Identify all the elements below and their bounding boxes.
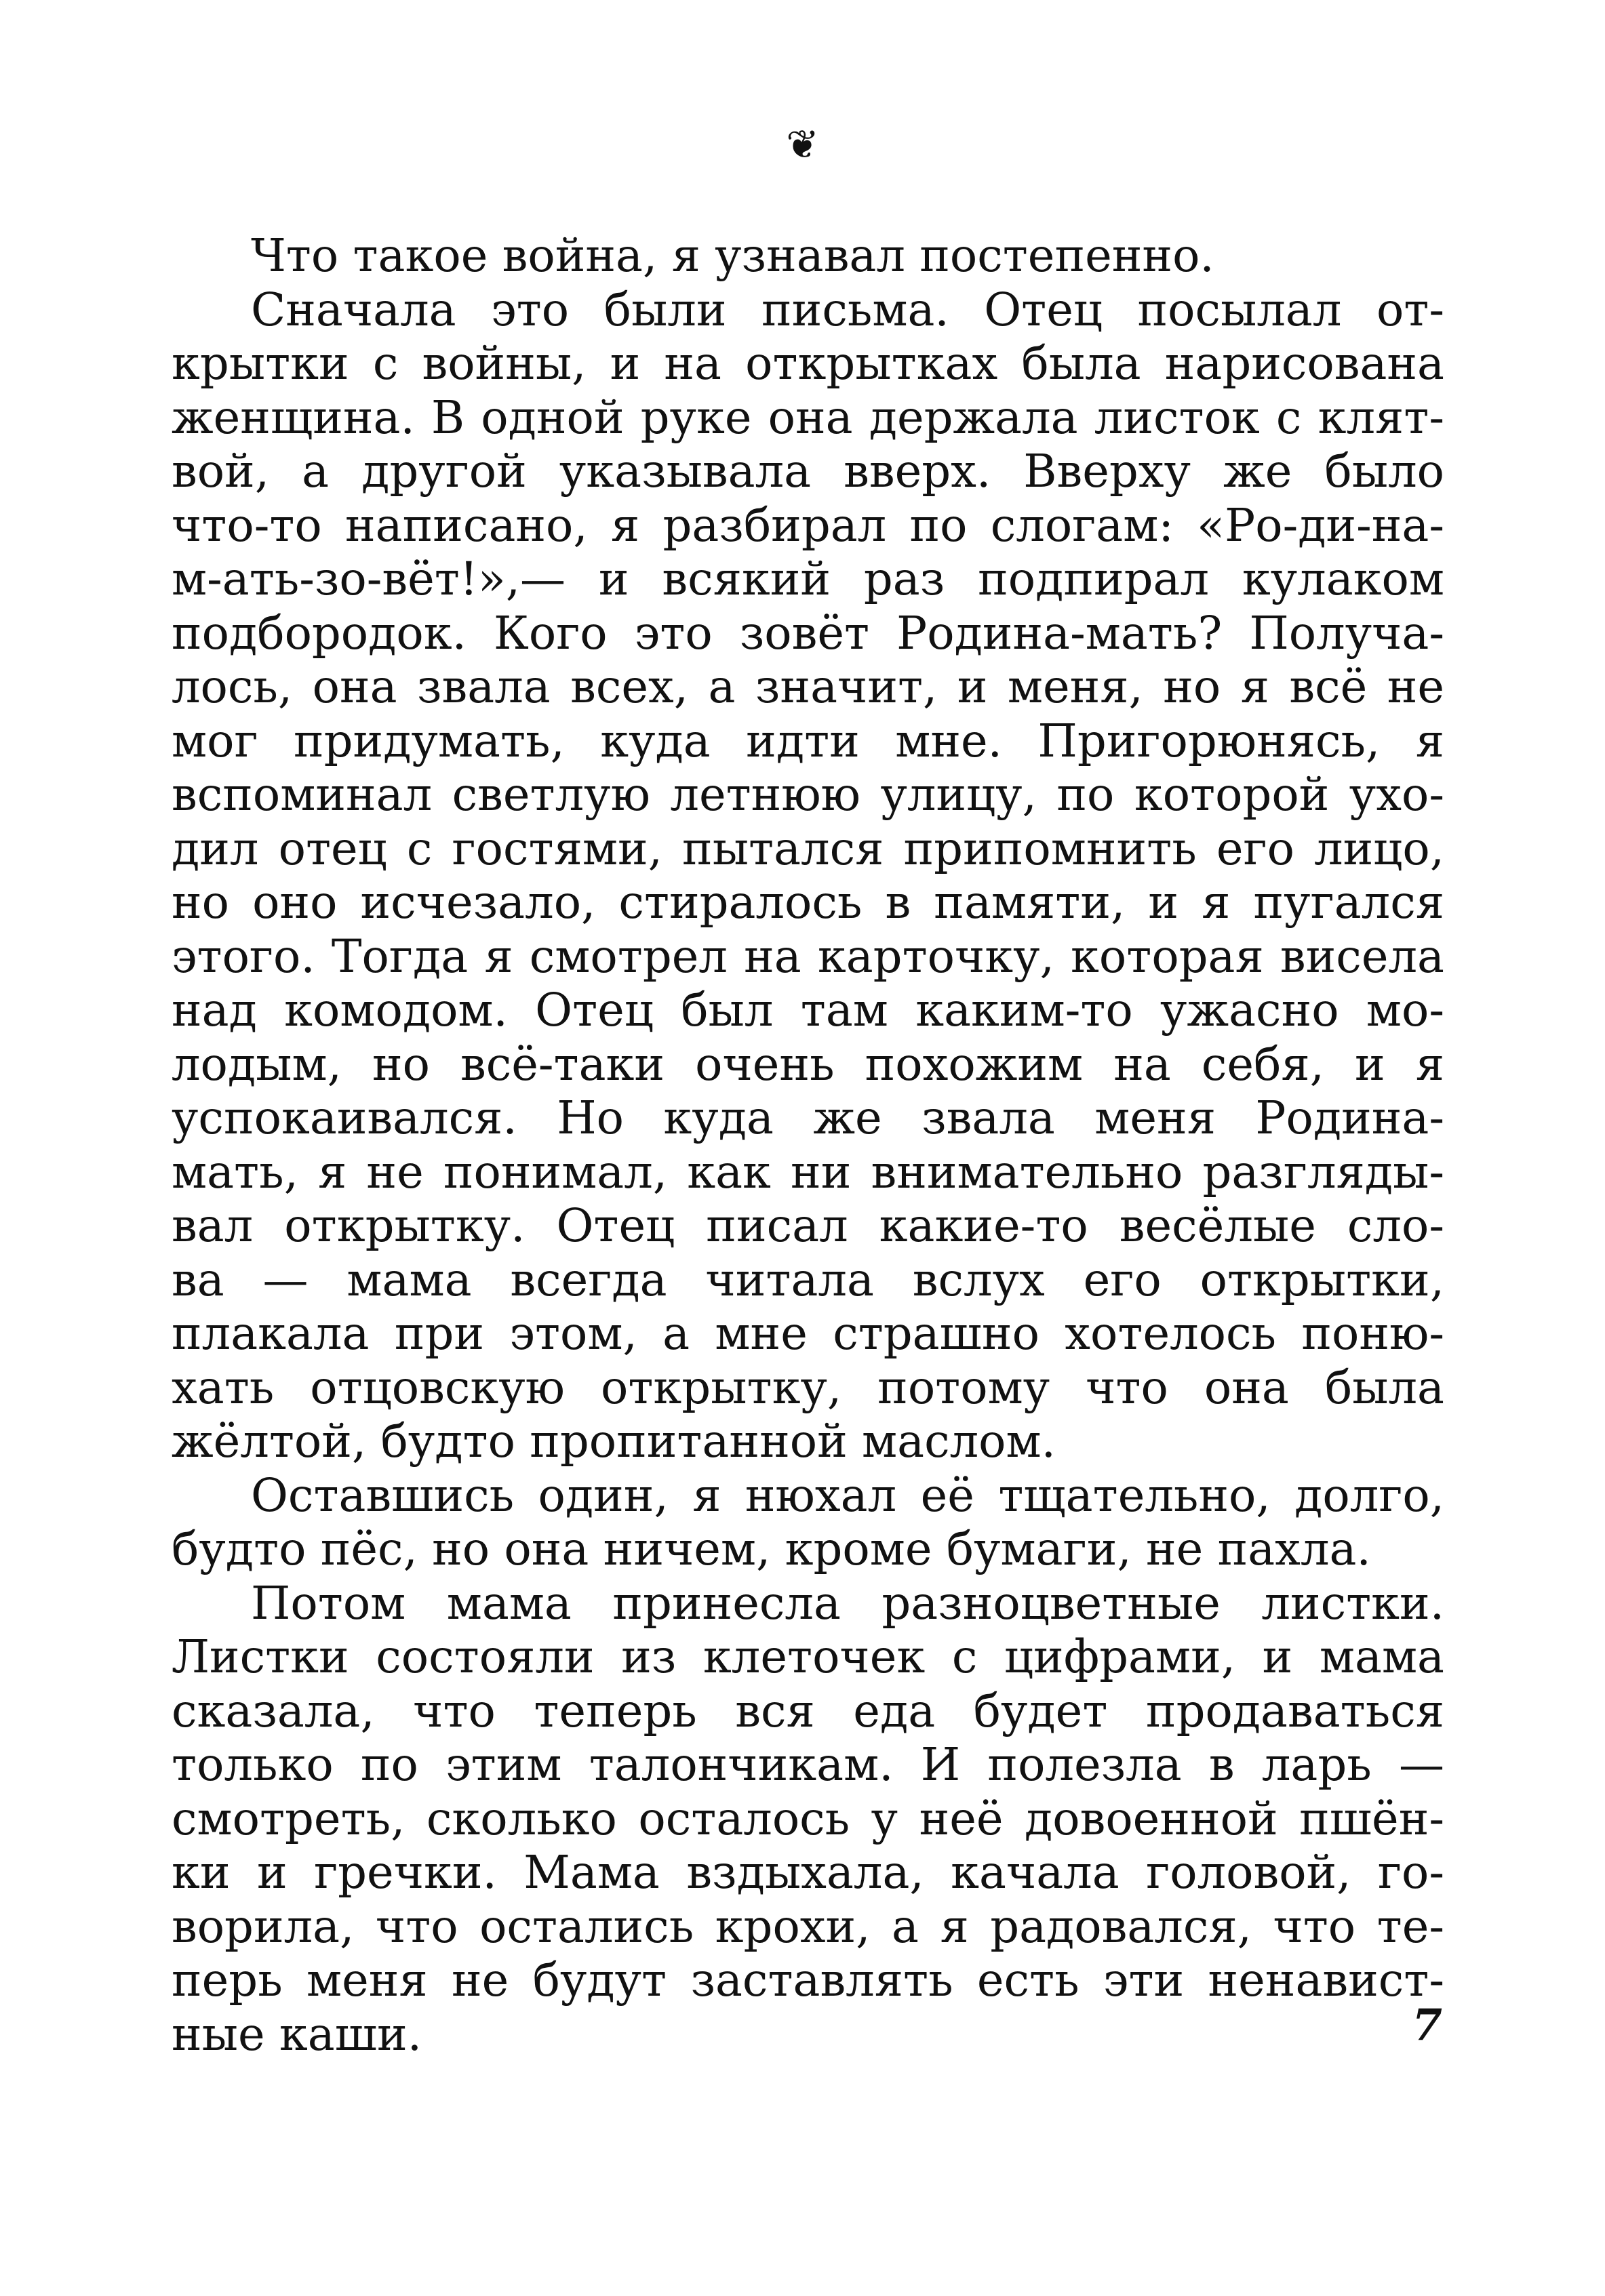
text-line: смотреть, сколько осталось у неё довоенной пшён-: [172, 1792, 1444, 1845]
text-line: хать отцовскую открытку, потому что она была: [172, 1361, 1444, 1414]
page-number: 7: [1412, 2000, 1442, 2051]
text-line: Листки состояли из клеточек с цифрами, и мама: [172, 1630, 1444, 1683]
body-text: [172, 229, 1444, 2061]
text-line: женщина. В одной руке она держала листок с клят-: [172, 390, 1444, 444]
text-line: только по этим талончикам. И полезла в ларь —: [172, 1738, 1444, 1791]
text-line: лось, она звала всех, а значит, и меня, но я всё не: [172, 660, 1444, 713]
text-line: лодым, но всё-таки очень похожим на себя, и я: [172, 1037, 1444, 1091]
text-line: сказала, что теперь вся еда будет продаваться: [172, 1684, 1444, 1737]
text-line: крытки с войны, и на открытках была нарисована: [172, 337, 1444, 390]
text-line: ки и гречки. Мама вздыхала, качала головой, го-: [172, 1846, 1444, 1899]
text-line: м-ать-зо-вёт!»,— и всякий раз подпирал кулаком: [172, 552, 1444, 605]
text-line: этого. Тогда я смотрел на карточку, которая висела: [172, 929, 1444, 983]
text-line: перь меня не будут заставлять есть эти ненавист-: [172, 1954, 1444, 2007]
text-line: над комодом. Отец был там каким-то ужасно мо-: [172, 984, 1444, 1036]
flower-ornament-icon: ❦: [786, 121, 819, 167]
text-line: ные каши.: [172, 2007, 422, 2061]
text-line: Что такое война, я узнавал постепенно.: [251, 229, 1214, 282]
text-line: Сначала это были письма. Отец посылал от-: [251, 283, 1444, 336]
text-line: ва — мама всегда читала вслух его открытки,: [172, 1253, 1444, 1306]
text-line: дил отец с гостями, пытался припомнить его лицо,: [172, 822, 1444, 875]
text-line: успокаивался. Но куда же звала меня Родина-: [172, 1091, 1444, 1144]
text-line: но оно исчезало, стиралось в памяти, и я пугался: [172, 876, 1444, 929]
text-line: что-то написано, я разбирал по слогам: «Ро-ди-на-: [172, 498, 1444, 552]
text-line: вспоминал светлую летнюю улицу, по которой ухо-: [172, 768, 1444, 821]
text-line: вой, а другой указывала вверх. Вверху же было: [172, 445, 1444, 498]
text-line: мать, я не понимал, как ни внимательно разгляды-: [172, 1145, 1444, 1199]
text-line: Потом мама принесла разноцветные листки.: [251, 1576, 1444, 1630]
text-line: плакала при этом, а мне страшно хотелось поню-: [172, 1307, 1444, 1360]
text-line: вал открытку. Отец писал какие-то весёлые сло-: [172, 1199, 1444, 1252]
text-line: Оставшись один, я нюхал её тщательно, долго,: [251, 1468, 1444, 1522]
text-line: будто пёс, но она ничем, кроме бумаги, не пахла.: [172, 1523, 1371, 1575]
text-line: мог придумать, куда идти мне. Пригорюнясь, я: [172, 714, 1444, 767]
text-line: ворила, что остались крохи, а я радовался, что те-: [172, 1899, 1444, 1953]
text-line: подбородок. Кого это зовёт Родина-мать? Получа-: [172, 606, 1444, 660]
text-line: жёлтой, будто пропитанной маслом.: [172, 1415, 1056, 1468]
